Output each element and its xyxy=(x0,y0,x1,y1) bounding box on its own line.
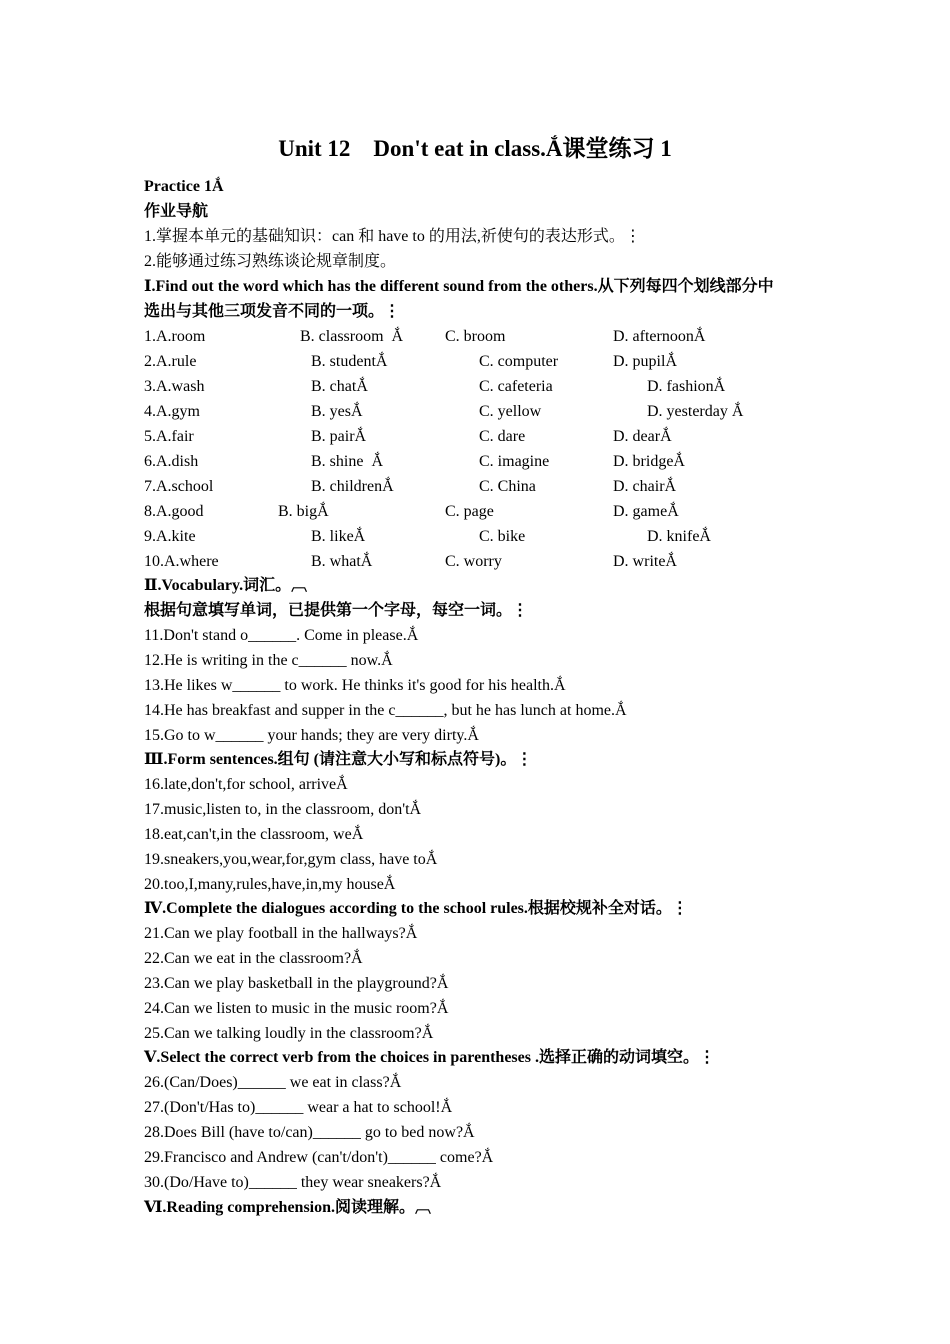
question-item: 11.Don't stand o______. Come in please.Ắ xyxy=(144,627,419,644)
option-d: D. pupilẮ xyxy=(613,353,677,370)
option-b: B. pairẮ xyxy=(311,428,367,445)
option-b: B. chatẮ xyxy=(311,378,368,395)
option-a: 8.A.good xyxy=(144,503,204,520)
practice-label: Practice 1Ắ xyxy=(144,178,224,195)
option-c: C. computer xyxy=(479,353,559,370)
option-b: B. studentẮ xyxy=(311,353,388,370)
option-a: 10.A.where xyxy=(144,553,219,570)
option-b: B. childrenẮ xyxy=(311,478,394,495)
question-item: 14.He has breakfast and supper in the c______, but he has lunch at home.Ắ xyxy=(144,702,627,719)
option-b: B. likeẮ xyxy=(311,528,366,545)
option-c: C. dare xyxy=(479,428,526,445)
option-a: 9.A.kite xyxy=(144,528,196,545)
option-a: 5.A.fair xyxy=(144,428,194,445)
page-title: Unit 12 Don't eat in class.Ắ课堂练习 1 xyxy=(278,136,672,161)
option-d: D. yesterday Ắ xyxy=(647,403,744,420)
section5-heading: Ⅴ.Select the correct verb from the choices in parentheses .选择正确的动词填空。⋮ xyxy=(144,1049,715,1066)
question-item: 24.Can we listen to music in the music room?Ắ xyxy=(144,1000,449,1017)
section2-instructions: 根据句意填写单词，已提供第一个字母，每空一词。⋮ xyxy=(144,602,529,619)
question-item: 29.Francisco and Andrew (can't/don't)______ come?Ắ xyxy=(144,1149,494,1166)
option-b: B. classroom Ắ xyxy=(300,328,404,345)
question-item: 22.Can we eat in the classroom?Ắ xyxy=(144,950,363,967)
section6-heading: Ⅵ.Reading comprehension.阅读理解。︹ xyxy=(144,1199,432,1216)
question-item: 20.too,I,many,rules,have,in,my houseẮ xyxy=(144,876,396,893)
section3-heading: Ⅲ.Form sentences.组句 (请注意大小写和标点符号)。⋮ xyxy=(144,751,533,768)
question-item: 16.late,don't,for school, arriveẮ xyxy=(144,776,348,793)
option-a: 6.A.dish xyxy=(144,453,199,470)
option-c: C. imagine xyxy=(479,453,550,470)
question-item: 19.sneakers,you,wear,for,gym class, have toẮ xyxy=(144,851,438,868)
question-item: 15.Go to w______ your hands; they are very dirty.Ắ xyxy=(144,727,479,744)
question-item: 26.(Can/Does)______ we eat in class?Ắ xyxy=(144,1074,402,1091)
question-item: 28.Does Bill (have to/can)______ go to bed now?Ắ xyxy=(144,1124,475,1141)
option-d: D. afternoonẮ xyxy=(613,328,706,345)
option-c: C. bike xyxy=(479,528,526,545)
question-item: 21.Can we play football in the hallways?Ắ xyxy=(144,925,418,942)
section1-heading: Ⅰ.Find out the word which has the different sound from the others.从下列每四个划线部分中 xyxy=(144,278,774,295)
guide-heading: 作业导航 xyxy=(144,203,209,220)
question-item: 23.Can we play basketball in the playground?Ắ xyxy=(144,975,449,992)
option-d: D. bridgeẮ xyxy=(613,453,685,470)
question-item: 25.Can we talking loudly in the classroom?Ắ xyxy=(144,1025,434,1042)
question-item: 18.eat,can't,in the classroom, weẮ xyxy=(144,826,364,843)
option-d: D. knifeẮ xyxy=(647,528,711,545)
guide-item: 1.掌握本单元的基础知识：can 和 have to 的用法,祈使句的表达形式。⋮ xyxy=(144,228,641,245)
option-a: 1.A.room xyxy=(144,328,206,345)
option-c: C. yellow xyxy=(479,403,542,420)
option-c: C. cafeteria xyxy=(479,378,553,395)
option-a: 7.A.school xyxy=(144,478,214,495)
option-d: D. chairẮ xyxy=(613,478,677,495)
option-b: B. shine Ắ xyxy=(311,453,383,470)
section2-heading: Ⅱ.Vocabulary.词汇。︹ xyxy=(144,577,308,594)
option-a: 2.A.rule xyxy=(144,353,197,370)
option-d: D. writeẮ xyxy=(613,553,677,570)
option-d: D. gameẮ xyxy=(613,503,679,520)
option-c: C. broom xyxy=(445,328,506,345)
option-a: 3.A.wash xyxy=(144,378,205,395)
question-item: 13.He likes w______ to work. He thinks it's good for his health.Ắ xyxy=(144,677,566,694)
section1-heading-cont: 选出与其他三项发音不同的一项。⋮ xyxy=(144,303,401,320)
option-c: C. page xyxy=(445,503,494,520)
option-d: D. fashionẮ xyxy=(647,378,726,395)
option-d: D. dearẮ xyxy=(613,428,672,445)
question-item: 30.(Do/Have to)______ they wear sneakers?Ắ xyxy=(144,1174,442,1191)
guide-item: 2.能够通过练习熟练谈论规章制度。 xyxy=(144,253,397,270)
question-item: 17.music,listen to, in the classroom, don'tẮ xyxy=(144,801,422,818)
option-c: C. worry xyxy=(445,553,502,570)
question-item: 27.(Don't/Has to)______ wear a hat to school!Ắ xyxy=(144,1099,453,1116)
option-b: B. whatẮ xyxy=(311,553,373,570)
question-item: 12.He is writing in the c______ now.Ắ xyxy=(144,652,393,669)
section4-heading: Ⅳ.Complete the dialogues according to the school rules.根据校规补全对话。⋮ xyxy=(144,900,688,917)
option-a: 4.A.gym xyxy=(144,403,200,420)
option-c: C. China xyxy=(479,478,536,495)
option-b: B. bigẮ xyxy=(278,503,329,520)
option-b: B. yesẮ xyxy=(311,403,363,420)
